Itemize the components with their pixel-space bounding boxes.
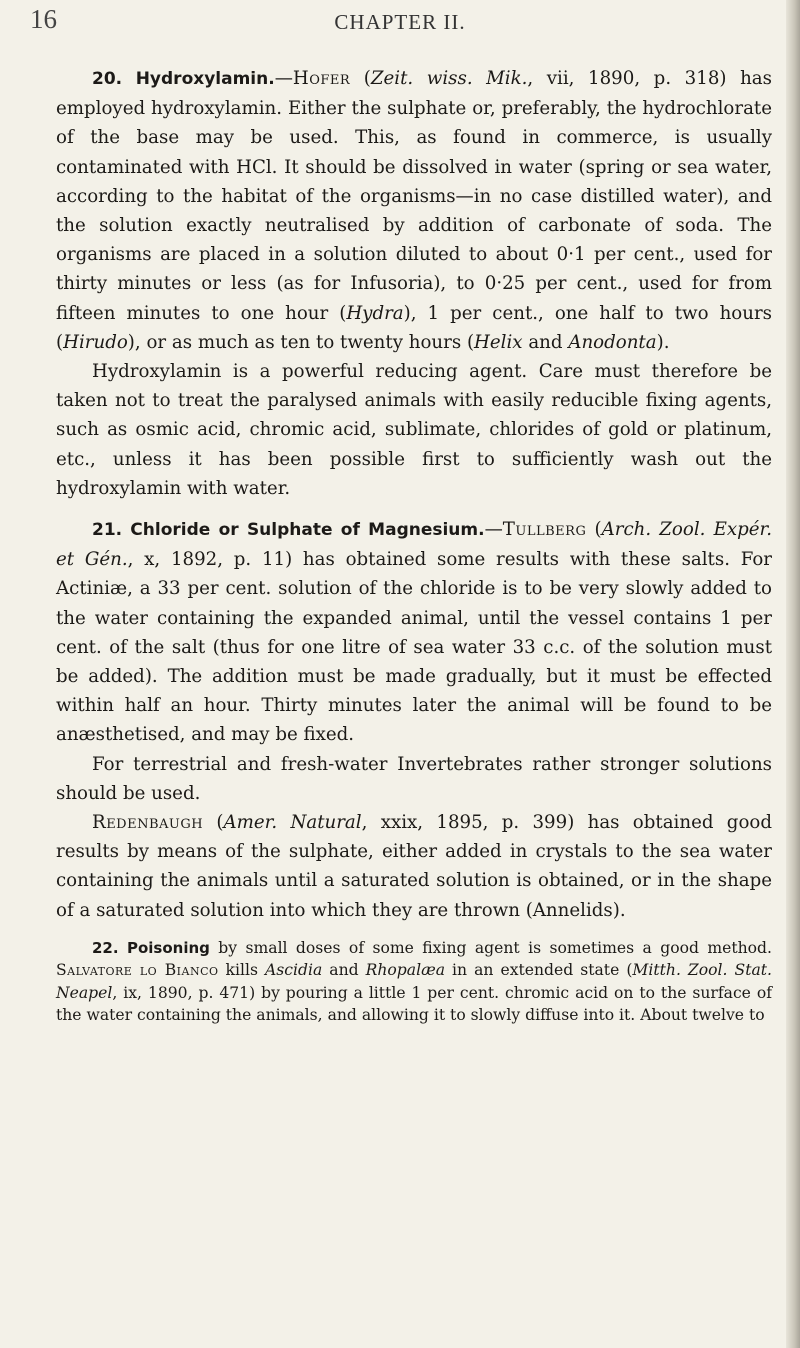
text: ), or as much as ten to twenty hours ( (127, 331, 475, 353)
section-20-paragraph-2: Hydroxylamin is a powerful reducing agent. Care must therefore be taken not to treat the paralysed animals with easily reducible fixing agents, such as osmic acid, chromic acid, sublimate, chlorides of gold or platinum, etc., unless it has been possible first to sufficiently wash out the hydroxylamin with water. (56, 361, 772, 499)
reference-title: Amer. Natural (223, 812, 362, 834)
section-number: 21. (92, 520, 123, 541)
section-22 (56, 937, 772, 1027)
text: and (322, 961, 366, 980)
section-number: 22. (92, 938, 119, 957)
section-21 (56, 515, 772, 925)
author-name: Redenbaugh (92, 812, 204, 834)
section-20-paragraph-1 (56, 64, 772, 357)
running-title: CHAPTER II. (334, 10, 466, 34)
reference-title: Arch. Zool. Expér. et Gén. (56, 519, 772, 571)
text: , ix, 1890, p. 471) by pouring a little 1 per cent. chromic acid on to the surface of the water containing the animals, and allowing it to slowly diffuse into it. About twelve to (56, 983, 772, 1025)
section-20 (56, 64, 772, 503)
text: ( (350, 68, 371, 89)
reference-title: Mitth. Zool. Stat. Neapel (56, 961, 772, 1002)
dash: — (274, 68, 293, 89)
page-number: 16 (30, 4, 57, 34)
text: in an extended state ( (445, 961, 633, 980)
taxon-name: Ascidia (264, 961, 323, 980)
section-21-paragraph-2: For terrestrial and fresh-water Invertebrates rather stronger solutions should be used. (56, 753, 772, 804)
section-number: 20. (92, 69, 123, 89)
section-21-paragraph-1 (56, 515, 772, 750)
author-name: Hofer (292, 68, 351, 89)
author-name: Salvatore lo Bianco (56, 961, 219, 980)
dash: — (484, 519, 503, 541)
section-title: Chloride or Sulphate of Magnesium. (130, 520, 485, 541)
taxon-name: Anodonta (568, 331, 657, 353)
section-title: Poisoning (126, 938, 210, 957)
author-name: Tullberg (502, 519, 587, 541)
taxon-name: Helix (474, 331, 523, 353)
text: ( (586, 519, 602, 541)
text: kills (218, 961, 265, 980)
section-22-paragraph-1 (56, 937, 772, 1027)
taxon-name: Rhopalæa (365, 961, 446, 980)
taxon-name: Hydra (346, 302, 404, 324)
text: , x, 1892, p. 11) has obtained some results with these salts. For Actiniæ, a 33 per cent. solution of the chloride is to be very slowly added to the water containing the expanded animal, until the vessel contains 1 per cent. of the salt (thus for one litre of sea water 33 c.c. of the solution must be added). The addition must be made gradually, but it must be effected within half an hour. Thirty minutes later the animal will be found to be anæsthetised, and may be fixed. (56, 549, 773, 746)
page-edge (786, 0, 800, 1348)
text: , xxix, 1895, p. 399) has obtained good results by means of the sulphate, either added in crystals to the sea water containing the animals until a saturated solution is obtained, or in the shape of a saturated solution into which they are thrown (Annelids). (56, 812, 772, 921)
text: ). (656, 331, 670, 353)
section-21-paragraph-3 (56, 808, 772, 925)
page-body (56, 64, 772, 1039)
text: , vii, 1890, p. 318) has employed hydroxylamin. Either the sulphate or, preferably, the hydrochlorate of the base may be used. This, as found in commerce, is usually contaminated with HCl. It should be dissolved in water (spring or sea water, according to the habitat of the organisms—in no case distilled water), and the solution exactly neutralised by addition of carbonate of soda. The organisms are placed in a solution diluted to about 0·1 per cent., used for thirty minutes or less (as for Infusoria), to 0·25 per cent., used for from fifteen minutes to one hour ( (56, 68, 772, 324)
text: ( (203, 812, 224, 834)
reference-title: Zeit. wiss. Mik. (370, 68, 528, 89)
section-title: Hydroxylamin. (135, 69, 275, 89)
text: by small doses of some fixing agent is sometimes a good method. (209, 938, 772, 957)
text: ), 1 per cent., one half to two hours ( (56, 302, 772, 353)
text: and (522, 331, 569, 353)
taxon-name: Hirudo (63, 331, 128, 353)
